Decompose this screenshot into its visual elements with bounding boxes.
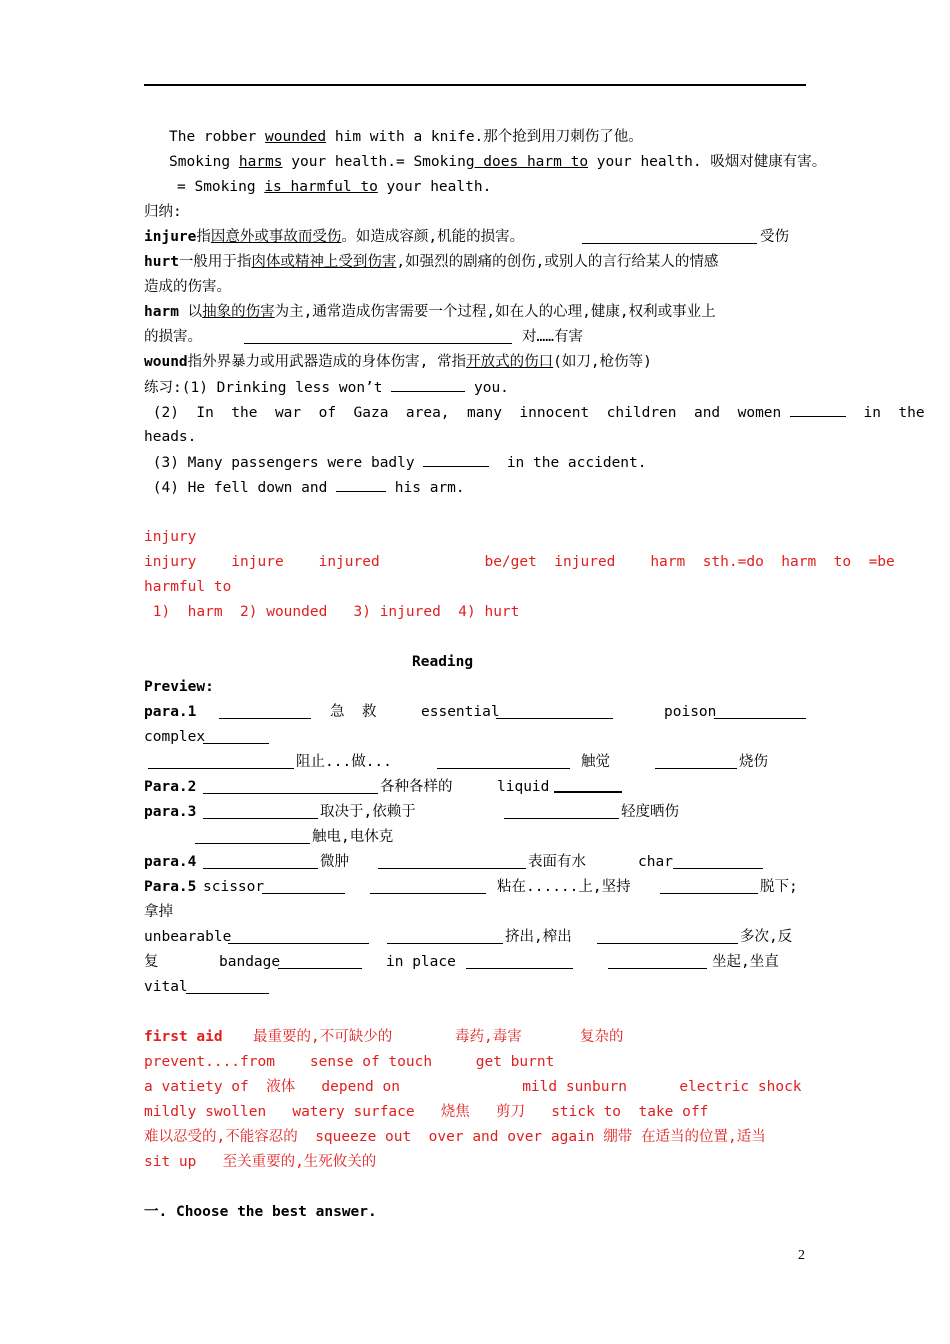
summary-heading: 归纳:	[144, 204, 182, 220]
vocab-item: 坐起,坐直	[712, 954, 779, 970]
preview-heading: Preview:	[144, 679, 214, 695]
vocab-item: liquid	[497, 779, 550, 795]
para-label: para.1	[144, 704, 197, 720]
vocab-item: 触觉	[581, 754, 610, 770]
fill-blank[interactable]	[195, 829, 310, 844]
vocab-item: 挤出,榨出	[505, 929, 572, 945]
vocab-item: char	[638, 854, 673, 870]
answer-line: 毒药,毒害	[455, 1029, 522, 1045]
vocab-item: 复	[144, 954, 159, 970]
summary-hurt-cont: 造成的伤害。	[144, 279, 231, 295]
para-label: para.3	[144, 804, 197, 820]
para-label: Para.5	[144, 879, 197, 895]
summary-injure: injure指因意外或事故而受伤。如造成容颜,机能的损害。	[144, 229, 525, 245]
vocab-item: 取决于,依赖于	[320, 804, 416, 820]
fill-blank[interactable]	[203, 779, 378, 794]
vocab-item: 拿掉	[144, 904, 173, 920]
answer-line: sit up 至关重要的,生死攸关的	[144, 1154, 377, 1170]
fill-blank[interactable]	[148, 754, 294, 769]
fill-blank[interactable]	[660, 879, 758, 894]
practice-1-blank[interactable]	[391, 377, 465, 392]
example-harmful: = Smoking is harmful to your health.	[177, 179, 492, 195]
vocab-item: 粘在......上,坚持	[497, 879, 631, 895]
fill-blank[interactable]	[370, 879, 486, 894]
vocab-item: essential	[421, 704, 500, 720]
practice-2: (2) In the war of Gaza area, many innocent children and women in the	[144, 402, 925, 423]
fill-blank[interactable]	[655, 754, 737, 769]
section-heading: 一. Choose the best answer.	[144, 1204, 377, 1220]
fill-blank[interactable]	[597, 929, 738, 944]
vocab-item: 轻度晒伤	[621, 804, 679, 820]
vocab-item: complex	[144, 729, 206, 745]
harm-blank[interactable]	[244, 329, 512, 344]
vocab-item: poison	[664, 704, 717, 720]
example-wound: The robber wounded him with a knife.那个抢到用刀刺伤了他。	[169, 129, 643, 145]
reading-title: Reading	[412, 654, 474, 670]
vocab-item: 多次,反	[740, 929, 793, 945]
practice-2-blank[interactable]	[790, 402, 846, 417]
injure-blank[interactable]	[582, 229, 757, 244]
answer-line: harmful to	[144, 579, 232, 595]
answer-line: mildly swollen watery surface 烧焦 剪刀 stick to take off	[144, 1104, 709, 1120]
answer-line: 1) harm 2) wounded 3) injured 4) hurt	[144, 604, 520, 620]
fill-blank[interactable]	[387, 929, 503, 944]
vocab-item: unbearable	[144, 929, 232, 945]
fill-blank[interactable]	[186, 979, 269, 994]
vocab-item: 触电,电休克	[312, 829, 394, 845]
example-harm: Smoking harms your health.= Smoking does harm to your health. 吸烟对健康有害。	[169, 154, 827, 170]
practice-2-cont: heads.	[144, 429, 197, 445]
answer-line: 复杂的	[580, 1029, 624, 1045]
answer-line: injury injure injured be/get injured harm sth.=do harm to =be	[144, 554, 895, 570]
fill-blank[interactable]	[608, 954, 707, 969]
summary-harm-cont: 的损害。	[144, 329, 202, 345]
practice-4: (4) He fell down and his arm.	[144, 477, 465, 498]
harm-meaning: 对……有害	[522, 329, 583, 345]
vocab-item: 微肿	[320, 854, 349, 870]
practice-4-blank[interactable]	[336, 477, 386, 492]
fill-blank[interactable]	[466, 954, 573, 969]
para-label: para.4	[144, 854, 197, 870]
fill-blank[interactable]	[714, 704, 806, 719]
vocab-item: 表面有水	[528, 854, 586, 870]
page-number: 2	[798, 1248, 805, 1263]
fill-blank[interactable]	[203, 729, 269, 744]
practice-3: (3) Many passengers were badly in the accident.	[144, 452, 647, 473]
vocab-item: 阻止...做...	[296, 754, 392, 770]
fill-blank[interactable]	[262, 879, 345, 894]
vocab-item: in place	[386, 954, 456, 970]
vocab-item: 烧伤	[739, 754, 768, 770]
summary-harm: harm 以抽象的伤害为主,通常造成伤害需要一个过程,如在人的心理,健康,权利或事业上	[144, 304, 716, 320]
vocab-item: scissor	[203, 879, 265, 895]
vocab-item: 急 救	[330, 704, 377, 720]
practice-3-blank[interactable]	[423, 452, 489, 467]
answer-line: 难以忍受的,不能容忍的 squeeze out over and over again 绷带 在适当的位置,适当	[144, 1129, 766, 1145]
vocab-item: bandage	[219, 954, 281, 970]
para-label: Para.2	[144, 779, 197, 795]
summary-wound: wound指外界暴力或用武器造成的身体伤害, 常指开放式的伤口(如刀,枪伤等)	[144, 354, 652, 370]
summary-hurt: hurt一般用于指肉体或精神上受到伤害,如强烈的剧痛的创伤,或别人的言行给某人的情感	[144, 254, 719, 270]
fill-blank[interactable]	[554, 791, 622, 793]
fill-blank[interactable]	[437, 754, 570, 769]
answer-line: 最重要的,不可缺少的	[253, 1029, 393, 1045]
fill-blank[interactable]	[496, 704, 613, 719]
fill-blank[interactable]	[378, 854, 526, 869]
fill-blank[interactable]	[673, 854, 763, 869]
answer-line: injury	[144, 529, 197, 545]
vocab-item: vital	[144, 979, 188, 995]
vocab-item: 各种各样的	[380, 779, 453, 795]
answer-line: first aid	[144, 1029, 223, 1045]
fill-blank[interactable]	[228, 929, 369, 944]
fill-blank[interactable]	[219, 704, 311, 719]
fill-blank[interactable]	[278, 954, 362, 969]
fill-blank[interactable]	[203, 804, 318, 819]
fill-blank[interactable]	[203, 854, 318, 869]
injure-meaning: 受伤	[760, 229, 789, 245]
answer-line: a vatiety of 液体 depend on mild sunburn electric shock	[144, 1079, 802, 1095]
header-rule	[144, 84, 806, 86]
answer-line: prevent....from sense of touch get burnt	[144, 1054, 555, 1070]
practice-1: 练习:(1) Drinking less won’t you.	[144, 377, 509, 398]
fill-blank[interactable]	[504, 804, 619, 819]
vocab-item: 脱下;	[760, 879, 798, 895]
